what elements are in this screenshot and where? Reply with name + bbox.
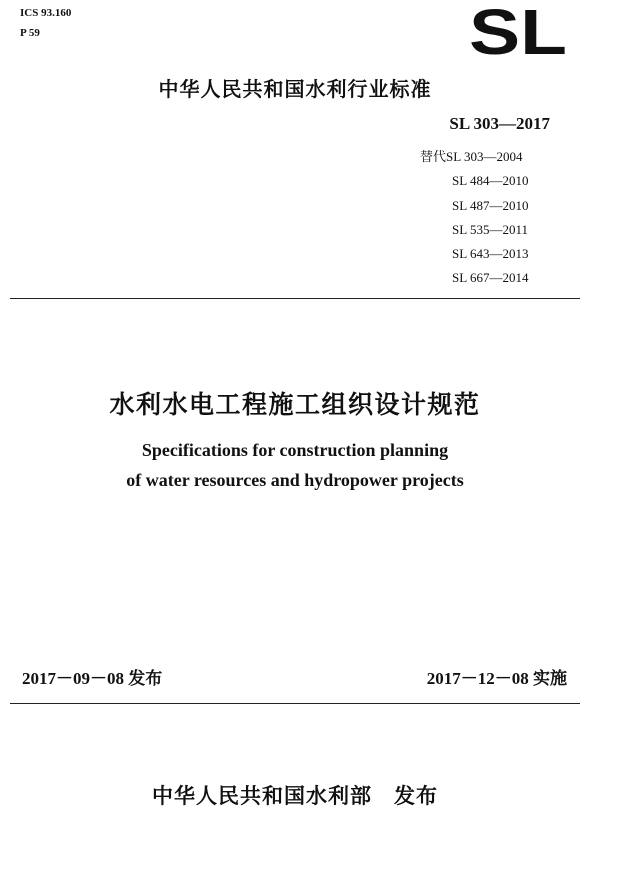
replaced-standards-list	[420, 145, 528, 291]
divider-top	[10, 298, 580, 299]
sl-logo-text: SL	[469, 4, 567, 58]
replaced-standard: SL 484—2010	[452, 173, 529, 189]
ics-code: ICS 93.160	[20, 7, 72, 19]
replaced-standard: SL 643—2013	[452, 246, 529, 262]
replaced-standard: SL 667—2014	[452, 270, 529, 286]
replaced-standard: SL 487—2010	[452, 197, 529, 213]
publisher: 中华人民共和国水利部 发布	[152, 784, 438, 808]
p-code: P 59	[20, 27, 40, 39]
issue-date: 2017－09－08 发布	[22, 669, 163, 688]
title-english-line-1: Specifications for construction planning	[141, 440, 449, 460]
implementation-date: 2017－12－08 实施	[426, 669, 567, 688]
divider-bottom	[10, 703, 580, 704]
standard-category: 中华人民共和国水利行业标准	[158, 77, 432, 101]
sl-logo	[468, 4, 568, 58]
replaced-standard: 替代SL 303—2004	[420, 149, 523, 164]
replaced-standard: SL 535—2011	[452, 221, 528, 237]
title-chinese: 水利水电工程施工组织设计规范	[109, 390, 481, 419]
standard-number: SL 303—2017	[449, 114, 550, 133]
title-english-line-2: of water resources and hydropower projects	[126, 470, 464, 490]
